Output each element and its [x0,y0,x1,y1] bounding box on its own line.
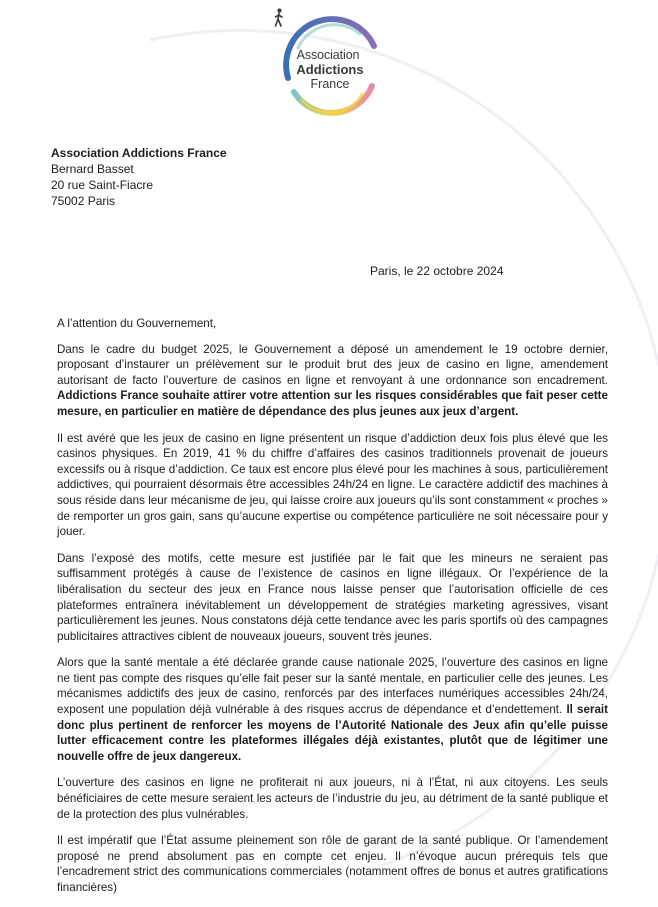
logo-text-line2: Addictions [296,62,364,77]
sender-address-block [51,145,227,209]
sender-street: 20 rue Saint-Fiacre [51,178,154,192]
paragraph-1 [57,342,608,420]
letter-body [57,316,608,907]
paragraph-4-text: Alors que la santé mentale a été déclarée grande cause nationale 2025, l’ouverture des casinos en ligne ne tient pas compte des risques qu’elle fait peser sur la santé mentale, en particulier celle des jeunes. Les mécanismes addictifs des jeux de casino, renforcés par des interfaces numériques accessibles 24h/24, exposent une population déjà vulnérable à des risques accrus de dépendance et d’endettement. [57,656,608,717]
association-logo [274,8,386,126]
logo-text-line3: France [310,77,350,91]
paragraph-3: Dans l’exposé des motifs, cette mesure est justifiée par le fait que les mineurs ne seraient pas suffisamment protégés à cause de l’existence de casinos en ligne illégaux. Or l’expérience de la libéralisation du secteur des jeux en France nous laisse penser que l’autorisation officielle de ces plateformes entraînera inévitablement un développement de stratégies marketing agressives, visant particulièrement les jeunes. Nous constatons déjà cette tendance avec les paris sportifs où des campagnes publicitaires attractives ciblent de nouveaux joueurs, souvent très jeunes. [57,551,609,643]
letter-date: Paris, le 22 octobre 2024 [370,264,504,278]
paragraph-1-text: Dans le cadre du budget 2025, le Gouvernement a déposé un amendement le 19 octobre dernier, proposant d’instaurer un prélèvement sur le produit brut des jeux de casino en ligne, amendement autorisant de facto l’ouverture de casinos en ligne et renvoyant à une ordonnance son encadrement. [57,342,608,387]
paragraph-2: Il est avéré que les jeux de casino en ligne présentent un risque d’addiction deux fois plus élevé que les casinos physiques. En 2019, 41 % du chiffre d’affaires des casinos traditionnels provenait de joueurs excessifs ou à risque d’addiction. Ce taux est encore plus élevé pour les machines à sous, particulièrement addictives, qui pourraient désormais être accessibles 24h/24 en ligne. Le caractère addictif des machines à sous réside dans leur mécanisme de jeu, qui laisse croire aux joueurs qu’ils sont constamment « proches » de remporter un gros gain, sans qu’aucune expertise ou compétence particulière ne soit nécessaire pour y jouer. [57,431,608,539]
logo-text-line1: Association [296,48,360,62]
sender-organization: Association Addictions France [51,146,227,160]
salutation: A l’attention du Gouvernement, [57,317,217,330]
paragraph-4-bold: Il serait donc plus pertinent de renforcer les moyens de l’Autorité Nationale des Jeux afin qu’elle puisse lutter efficacement contre les plateformes illégales déjà existantes, plutôt que de légitimer une nouvelle offre de jeux dangereux. [57,703,608,763]
paragraph-1-bold: Addictions France souhaite attirer votre attention sur les risques considérables que fait peser cette mesure, en particulier en matière de dépendance des plus jeunes aux jeux d’argent. [57,389,608,418]
paragraph-4 [57,655,608,764]
sender-name: Bernard Basset [51,162,134,176]
paragraph-5: L’ouverture des casinos en ligne ne profiterait ni aux joueurs, ni à l’État, ni aux citoyens. Les seuls bénéficiaires de cette mesure seraient les acteurs de l’industrie du jeu, au détriment de la santé publique et de la protection des plus vulnérables. [57,776,608,821]
walking-person-icon [274,8,284,28]
sender-city: 75002 Paris [51,194,116,208]
paragraph-6: Il est impératif que l’État assume pleinement son rôle de garant de la santé publique. Or l’amendement proposé ne prend absolument pas en compte cet enjeu. Il n’évoque aucun prérequis tels que l’encadrement strict des communications commerciales (notamment offres de bonus et autres gratifications financières) [57,834,608,894]
